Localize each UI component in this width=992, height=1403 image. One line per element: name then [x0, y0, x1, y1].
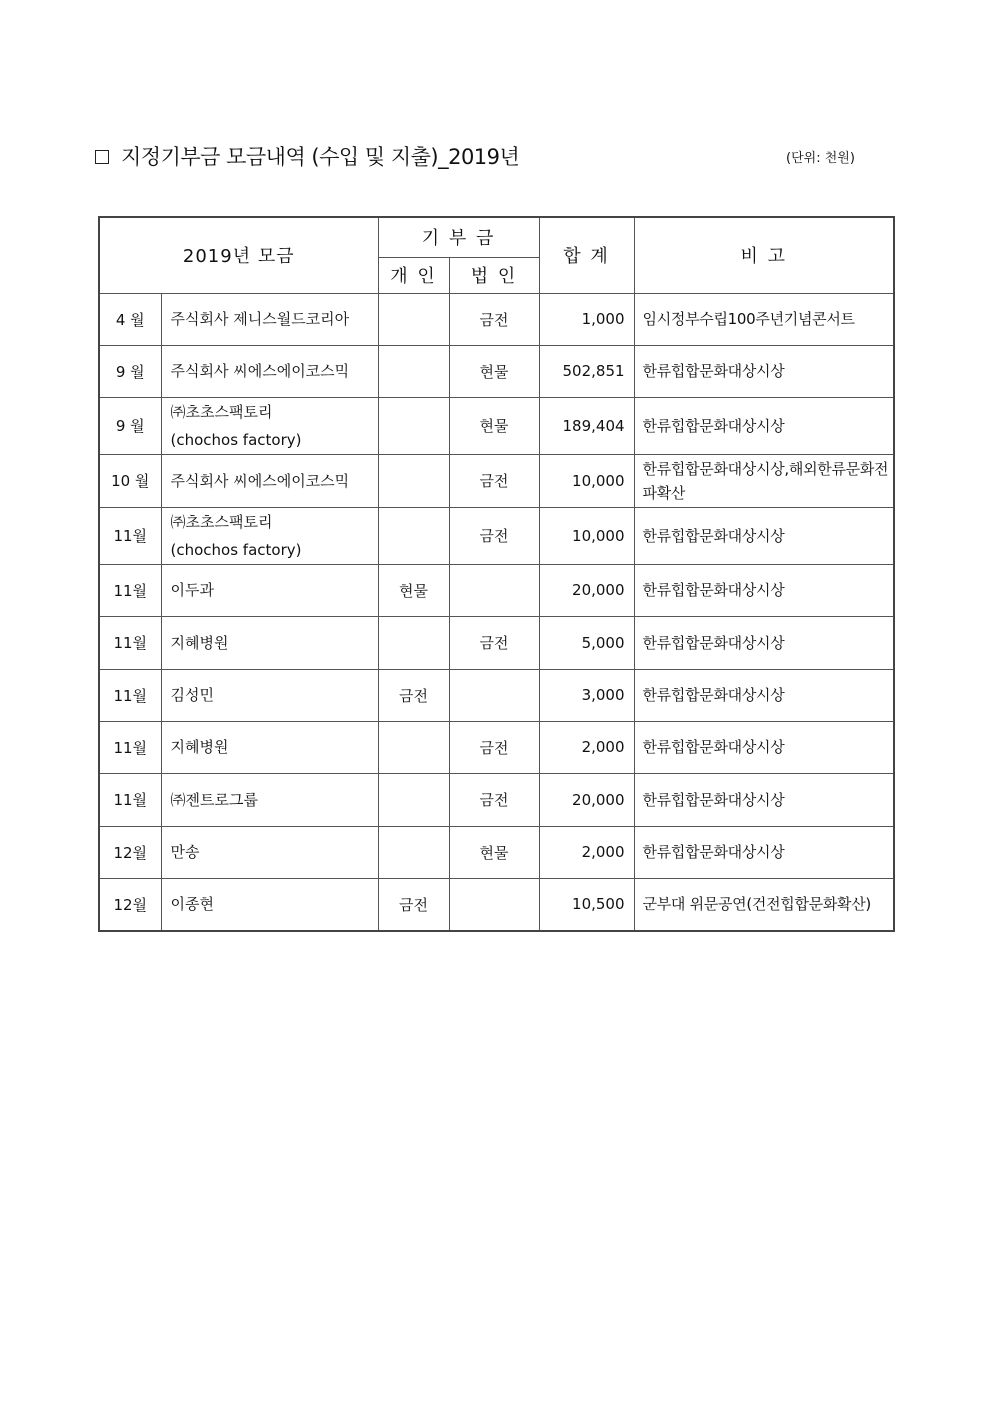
- cell-corporate: 금전: [449, 507, 539, 564]
- table-row: [99, 721, 894, 773]
- donor-name-line: 이종현: [170, 895, 214, 914]
- cell-total: 5,000: [539, 616, 634, 669]
- cell-donor: [161, 293, 378, 345]
- cell-corporate: [449, 878, 539, 931]
- cell-month: 10 월: [99, 454, 161, 507]
- cell-donor: [161, 773, 378, 826]
- donor-name-line: ㈜젠트로그룹: [170, 790, 258, 809]
- donor-name-line: 김성민: [170, 686, 214, 704]
- table-row: [99, 397, 894, 454]
- cell-total: 20,000: [539, 564, 634, 616]
- cell-month: 11월: [99, 721, 161, 773]
- table-row: [99, 454, 894, 507]
- cell-total: 2,000: [539, 721, 634, 773]
- cell-individual: [378, 507, 449, 564]
- cell-corporate: [449, 669, 539, 721]
- cell-individual: [378, 773, 449, 826]
- cell-donor: [161, 564, 378, 616]
- table-row: [99, 826, 894, 878]
- table-body: [99, 293, 894, 931]
- cell-corporate: 현물: [449, 397, 539, 454]
- donor-name-line: 주식회사 씨에스에이코스믹: [170, 471, 350, 490]
- cell-note: 한류힙합문화대상시상: [634, 773, 894, 826]
- cell-corporate: 현물: [449, 826, 539, 878]
- cell-month: 9 월: [99, 397, 161, 454]
- cell-month: 11월: [99, 616, 161, 669]
- cell-total: 502,851: [539, 345, 634, 397]
- table-row: [99, 616, 894, 669]
- cell-month: 4 월: [99, 293, 161, 345]
- cell-note: 임시정부수립100주년기념콘서트: [634, 293, 894, 345]
- cell-total: 20,000: [539, 773, 634, 826]
- header-row-top: [99, 217, 894, 257]
- cell-donor: [161, 616, 378, 669]
- cell-individual: [378, 454, 449, 507]
- donor-name-line: 주식회사 제니스월드코리아: [170, 310, 350, 328]
- cell-corporate: 금전: [449, 773, 539, 826]
- cell-month: 12월: [99, 826, 161, 878]
- cell-note: 한류힙합문화대상시상: [634, 721, 894, 773]
- donor-name-line: (chochos factory): [170, 430, 302, 449]
- cell-corporate: 금전: [449, 454, 539, 507]
- cell-total: 10,500: [539, 878, 634, 931]
- cell-individual: 금전: [378, 878, 449, 931]
- cell-individual: [378, 826, 449, 878]
- cell-month: 11월: [99, 564, 161, 616]
- cell-individual: 금전: [378, 669, 449, 721]
- header-note: 비 고: [634, 217, 894, 293]
- cell-individual: [378, 721, 449, 773]
- cell-donor: [161, 669, 378, 721]
- donor-name-line: ㈜초초스팩토리: [170, 402, 273, 421]
- cell-donor: [161, 397, 378, 454]
- cell-donor: [161, 507, 378, 564]
- donor-name-line: 지혜병원: [170, 633, 229, 652]
- cell-donor: [161, 721, 378, 773]
- cell-note: 한류힙합문화대상시상: [634, 669, 894, 721]
- cell-note: 한류힙합문화대상시상: [634, 345, 894, 397]
- cell-donor: [161, 826, 378, 878]
- cell-total: 1,000: [539, 293, 634, 345]
- cell-note: 한류힙합문화대상시상: [634, 616, 894, 669]
- table-row: [99, 669, 894, 721]
- unit-label: (단위: 천원): [786, 151, 855, 166]
- cell-total: 189,404: [539, 397, 634, 454]
- cell-total: 3,000: [539, 669, 634, 721]
- table-row: [99, 878, 894, 931]
- header-campaign: 2019년 모금: [99, 217, 378, 293]
- cell-donor: [161, 878, 378, 931]
- cell-individual: [378, 345, 449, 397]
- cell-note: 한류힙합문화대상시상: [634, 826, 894, 878]
- cell-month: 12월: [99, 878, 161, 931]
- cell-month: 11월: [99, 773, 161, 826]
- cell-corporate: [449, 564, 539, 616]
- cell-donor: [161, 454, 378, 507]
- donor-name-line: 만송: [170, 843, 200, 861]
- cell-note: 한류힙합문화대상시상,해외한류문화전파확산: [634, 454, 894, 507]
- cell-note: 한류힙합문화대상시상: [634, 397, 894, 454]
- cell-total: 2,000: [539, 826, 634, 878]
- header-total: 합 계: [539, 217, 634, 293]
- donor-name-line: (chochos factory): [170, 540, 302, 559]
- donor-name-line: ㈜초초스팩토리: [170, 512, 273, 531]
- checkbox-square-icon: [95, 150, 109, 164]
- cell-note: 한류힙합문화대상시상: [634, 564, 894, 616]
- cell-note: 한류힙합문화대상시상: [634, 507, 894, 564]
- donor-name-line: 지혜병원: [170, 738, 229, 756]
- cell-total: 10,000: [539, 454, 634, 507]
- cell-corporate: 금전: [449, 293, 539, 345]
- document-title: 지정기부금 모금내역 (수입 및 지출)_2019년: [121, 145, 520, 169]
- cell-individual: [378, 397, 449, 454]
- table-row: [99, 773, 894, 826]
- header-corporate: 법 인: [449, 257, 539, 293]
- cell-corporate: 금전: [449, 721, 539, 773]
- header-individual: 개 인: [378, 257, 449, 293]
- table-row: [99, 507, 894, 564]
- donor-name-line: 이두과: [170, 581, 214, 599]
- cell-month: 11월: [99, 507, 161, 564]
- table-row: [99, 293, 894, 345]
- document-heading: [95, 143, 895, 175]
- cell-note: 군부대 위문공연(건전힙합문화확산): [634, 878, 894, 931]
- cell-donor: [161, 345, 378, 397]
- cell-corporate: 금전: [449, 616, 539, 669]
- cell-individual: [378, 616, 449, 669]
- donor-name-line: 주식회사 씨에스에이코스믹: [170, 362, 350, 380]
- cell-total: 10,000: [539, 507, 634, 564]
- cell-corporate: 현물: [449, 345, 539, 397]
- cell-individual: [378, 293, 449, 345]
- donation-table: [98, 216, 895, 932]
- header-donation: 기 부 금: [378, 217, 539, 257]
- table-row: [99, 345, 894, 397]
- cell-month: 9 월: [99, 345, 161, 397]
- cell-month: 11월: [99, 669, 161, 721]
- cell-individual: 현물: [378, 564, 449, 616]
- table-row: [99, 564, 894, 616]
